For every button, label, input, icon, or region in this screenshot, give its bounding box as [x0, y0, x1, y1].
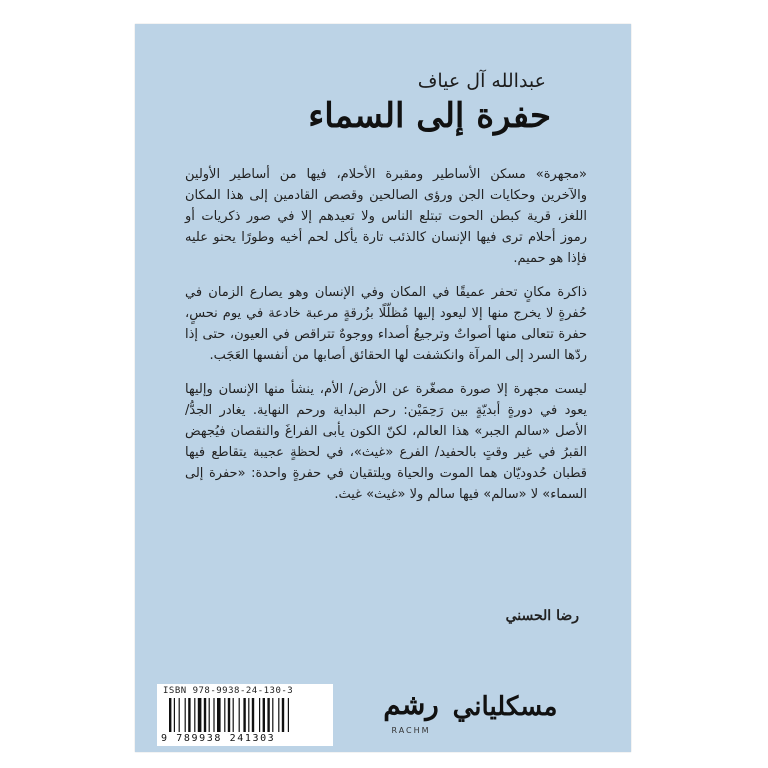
blurb-text [185, 164, 587, 518]
blurb-paragraph-3: ليست مجهرة إلا صورة مصغّرة عن الأرض/ الأم، ينشأ منها الإنسان وإليها يعود في دورةٍ أبديّةٍ بين رَحِمَيْن: رحم البداية ورحم النهاية. يغادر الجدُّ/ الأصل «سالم الجبر» هذا العالم، لكنّ الكون يأبى الفراغَ والنقصان فيُجهض القبرُ في غير وقتٍ بالحفيد/ الفرع «غيث»، في لحظةٍ عجيبة يتقاطع فيها قطبان حُدوديّان هما الموت والحياة ويلتقيان في حفرةٍ واحدة: «حفرة إلى السماء» لا «سالم» فيها سالم ولا «غيث» غيث. [185, 382, 587, 502]
author-name: عبدالله آل عياف [417, 70, 546, 92]
barcode [157, 684, 333, 746]
blurb-paragraph-2: ذاكرة مكانٍ تحفر عميقًا في المكان وفي الإنسان وهو يصارع الزمان في حُفرةٍ لا يخرج منها إلا ليعود إليها مُظلّلًا بزُرقةٍ مرعبة خادعة في يوم نحسٍ، حفرة تتعالى منها أصواتٌ وترجيعُ أصداء ووجوهٌ تتراقص في العيون، حتى إذا ردّها السرد إلى المرآة وانكشفت لها الحقائق أصابها من أنفسها العَجَب. [185, 285, 587, 363]
barcode-bars-icon [169, 698, 321, 732]
rachm-publisher-logo [379, 688, 443, 742]
blurb-signature: رضا الحسني [505, 608, 579, 624]
maskilyani-publisher-logo: مسكلياني [452, 692, 558, 722]
book-title: حفرة إلى السماء [308, 96, 551, 136]
blurb-paragraph-1: «مجهرة» مسكن الأساطير ومقبرة الأحلام، فيها من أساطير الأولين والآخرين وحكايات الجن ورؤى الصالحين وقصص القادمين إلى هذا المكان اللغز، قرية كبطن الحوت تبتلع الناس ولا تعيدهم إلا في صور ذكريات أو رموز أحلام ترى فيها الإنسان كالذئب تارة يأكل لحم أخيه وطورًا يحنو عليه فإذا هو حميم. [185, 167, 587, 266]
isbn-label: ISBN 978-9938-24-130-3 [163, 686, 294, 696]
rachm-logo-arabic: رشم [383, 688, 439, 721]
back-cover [135, 24, 631, 752]
barcode-digits: 9 789938 241303 [161, 733, 276, 744]
rachm-logo-latin: RACHM [391, 726, 431, 735]
